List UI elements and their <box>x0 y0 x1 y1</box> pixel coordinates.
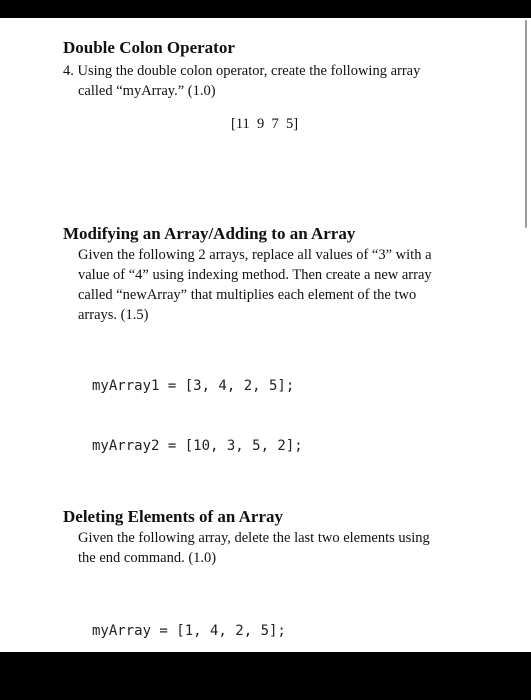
question-line: arrays. (1.5) <box>78 307 149 323</box>
question-line: the end command. (1.0) <box>78 550 217 566</box>
section-heading-modifying-array: Modifying an Array/Adding to an Array <box>63 224 356 243</box>
question-line: 4. Using the double colon operator, create the following array <box>63 63 421 79</box>
scrollbar[interactable] <box>525 20 527 228</box>
code-line: myArray2 = [10, 3, 5, 2]; <box>92 438 303 454</box>
question-line: called “newArray” that multiplies each element of the two <box>78 287 417 303</box>
code-block-array <box>92 581 286 661</box>
target-array: [11 9 7 5] <box>231 116 299 132</box>
question-text-2 <box>78 245 432 325</box>
question-line: Given the following array, delete the last two elements using <box>78 530 430 546</box>
question-line: value of “4” using indexing method. Then create a new array <box>78 267 432 283</box>
question-line: called “myArray.” (1.0) <box>78 83 216 99</box>
section-heading-deleting-elements: Deleting Elements of an Array <box>63 507 284 526</box>
question-line: Given the following 2 arrays, replace all values of “3” with a <box>78 247 432 263</box>
question-text-1 <box>63 61 420 101</box>
code-block-arrays <box>92 336 303 476</box>
section-heading-double-colon: Double Colon Operator <box>63 38 235 57</box>
question-text-3 <box>78 528 430 568</box>
code-line: myArray1 = [3, 4, 2, 5]; <box>92 378 295 394</box>
top-black-bar <box>0 0 531 18</box>
bottom-black-bar <box>0 652 531 700</box>
code-line: myArray = [1, 4, 2, 5]; <box>92 623 286 639</box>
